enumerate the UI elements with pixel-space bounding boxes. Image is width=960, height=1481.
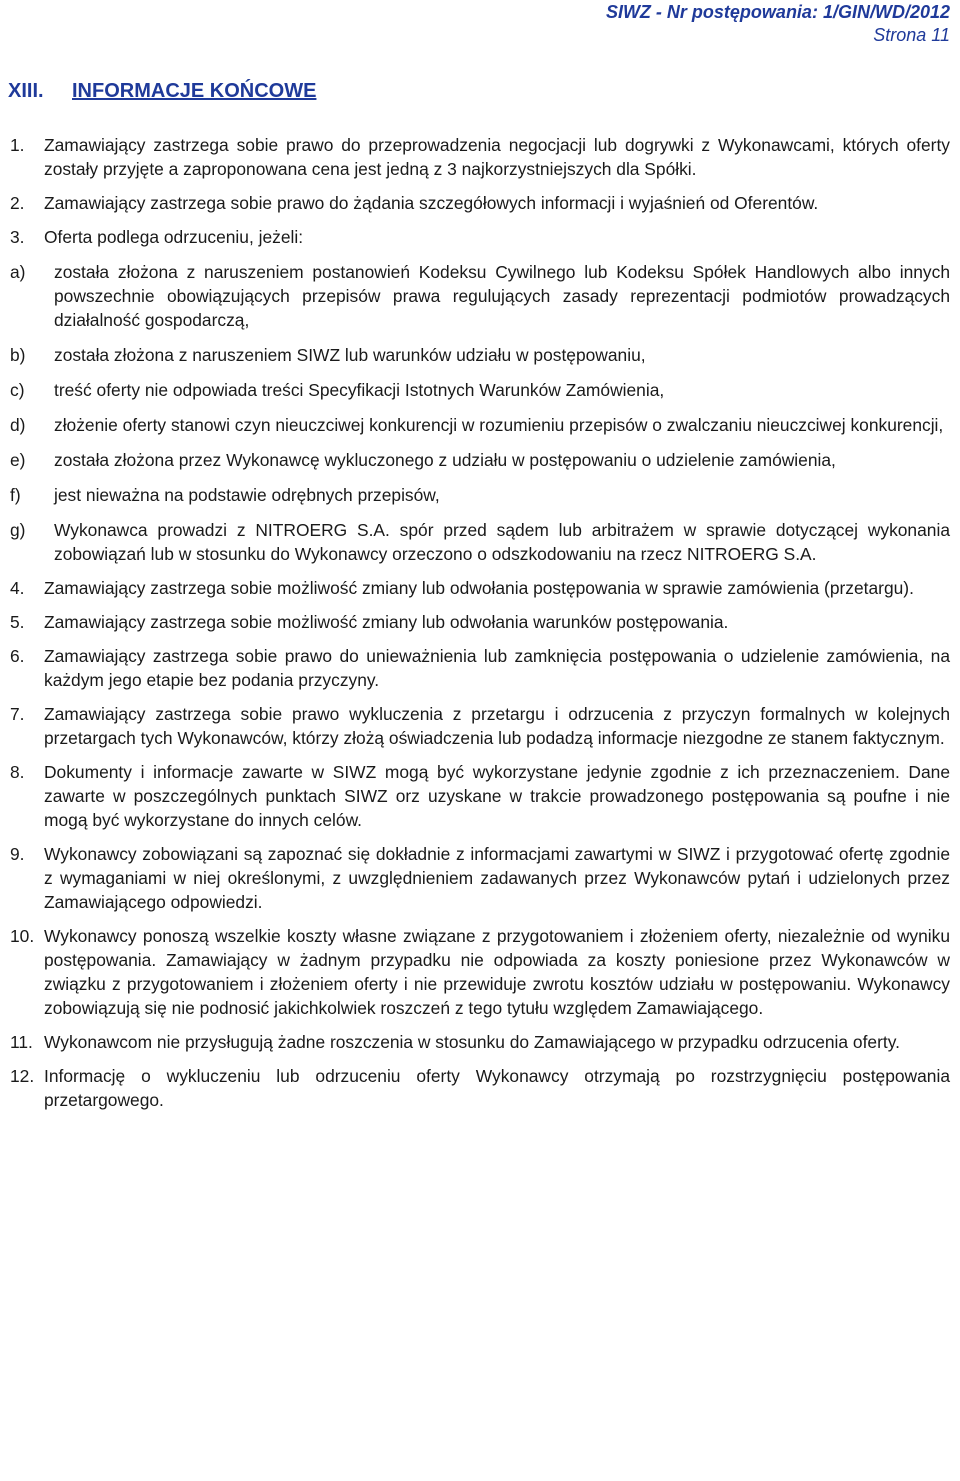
list-item <box>10 760 950 832</box>
item-text: Wykonawcy zobowiązani są zapoznać się dokładnie z informacjami zawartymi w SIWZ i przygotować ofertę zgodnie z wymaganiami w niej określonymi, z uwzględnieniem zadawanych przez Wykonawców pytań i udzielonych przez Zamawiającego odpowiedzi. <box>44 844 950 912</box>
section-heading <box>8 80 316 103</box>
item-number: 9. <box>10 844 25 864</box>
sublist-text: treść oferty nie odpowiada treści Specyfikacji Istotnych Warunków Zamówienia, <box>54 380 665 400</box>
sublist-text: Wykonawca prowadzi z NITROERG S.A. spór przed sądem lub arbitrażem w sprawie dotyczącej wykonania zobowiązań lub w stosunku do Wykonawcy orzeczono o odszkodowaniu na rzecz NITROERG S.A. <box>54 520 950 564</box>
sublist-item <box>10 518 950 566</box>
sublist-text: złożenie oferty stanowi czyn nieuczciwej konkurencji w rozumieniu przepisów o zwalczaniu nieuczciwej konkurencji, <box>54 415 944 435</box>
item-number: 10. <box>10 926 35 946</box>
item-number: 12. <box>10 1066 35 1086</box>
list-item <box>10 576 950 600</box>
item-number: 7. <box>10 704 25 724</box>
sublist-item <box>10 378 950 402</box>
item-text: Wykonawcy ponoszą wszelkie koszty własne związane z przygotowaniem i złożeniem oferty, niezależnie od wyniku postępowania. Zamawiający w żadnym przypadku nie odpowiada za koszty poniesione przez Wykonawców w związku z przygotowaniem i złożeniem oferty i nie przewiduje zwrotu kosztów udziału w postępowaniu. Wykonawcy zobowiązują się nie podnosić jakichkolwiek roszczeń z tego tytułu względem Zamawiającego. <box>44 926 950 1018</box>
sublist-letter: a) <box>10 262 26 282</box>
list-item <box>10 842 950 914</box>
sublist-letter: b) <box>10 345 26 365</box>
item-number: 11. <box>10 1032 33 1052</box>
item-number: 8. <box>10 762 25 782</box>
sublist-item <box>10 483 950 507</box>
item-text: Zamawiający zastrzega sobie prawo do żądania szczegółowych informacji i wyjaśnień od Oferentów. <box>44 193 819 213</box>
item-text: Informację o wykluczeniu lub odrzuceniu oferty Wykonawcy otrzymają po rozstrzygnięciu postępowania przetargowego. <box>44 1066 950 1110</box>
item-number: 3. <box>10 227 25 247</box>
page-number: Strona 11 <box>873 25 950 45</box>
document-reference: SIWZ - Nr postępowania: 1/GIN/WD/2012 <box>605 2 950 22</box>
sublist-text: jest nieważna na podstawie odrębnych przepisów, <box>54 485 440 505</box>
item-number: 4. <box>10 578 25 598</box>
sublist-item <box>10 448 950 472</box>
item-text: Zamawiający zastrzega sobie prawo do unieważnienia lub zamknięcia postępowania o udzielenie zamówienia, na każdym jego etapie bez podania przyczyny. <box>44 646 950 690</box>
sublist-item <box>10 413 950 437</box>
sublist-letter: g) <box>10 520 26 540</box>
list-item <box>10 133 950 181</box>
list-item <box>10 610 950 634</box>
item-text: Zamawiający zastrzega sobie prawo wykluczenia z przetargu i odrzucenia z przyczyn formalnych w kolejnych przetargach tych Wykonawców, którzy złożą oświadczenia lub podadzą informacje niezgodne ze stanem faktycznym. <box>44 704 950 748</box>
list-item <box>10 1030 950 1054</box>
item-number: 1. <box>10 135 25 155</box>
sublist-letter: d) <box>10 415 26 435</box>
list-item <box>10 644 950 692</box>
list-item <box>10 1064 950 1112</box>
list-item <box>10 191 950 215</box>
list-item <box>10 225 950 249</box>
item-text: Oferta podlega odrzuceniu, jeżeli: <box>44 227 304 247</box>
sublist-letter: c) <box>10 380 25 400</box>
item-text: Zamawiający zastrzega sobie możliwość zmiany lub odwołania postępowania w sprawie zamówienia (przetargu). <box>44 578 914 598</box>
page-header <box>606 2 950 46</box>
item-text: Wykonawcom nie przysługują żadne roszczenia w stosunku do Zamawiającego w przypadku odrzucenia oferty. <box>44 1032 900 1052</box>
item-number: 6. <box>10 646 25 666</box>
list-item <box>10 702 950 750</box>
sublist <box>10 260 950 566</box>
clauses-list <box>10 133 950 1122</box>
sublist-item <box>10 343 950 367</box>
list-item <box>10 924 950 1020</box>
sublist-letter: e) <box>10 450 26 470</box>
section-title: INFORMACJE KOŃCOWE <box>72 80 317 102</box>
sublist-text: została złożona z naruszeniem SIWZ lub warunków udziału w postępowaniu, <box>54 345 646 365</box>
item-text: Zamawiający zastrzega sobie możliwość zmiany lub odwołania warunków postępowania. <box>44 612 729 632</box>
sublist-item <box>10 260 950 332</box>
item-text: Dokumenty i informacje zawarte w SIWZ mogą być wykorzystane jedynie zgodnie z ich przeznaczeniem. Dane zawarte w poszczególnych punktach SIWZ orz uzyskane w trakcie prowadzonego postępowania są poufne i nie mogą być wykorzystane do innych celów. <box>44 762 950 830</box>
sublist-letter: f) <box>10 485 21 505</box>
sublist-text: została złożona przez Wykonawcę wykluczonego z udziału w postępowaniu o udzielenie zamówienia, <box>54 450 836 470</box>
section-number: XIII. <box>8 80 44 102</box>
item-text: Zamawiający zastrzega sobie prawo do przeprowadzenia negocjacji lub dogrywki z Wykonawcami, których oferty zostały przyjęte a zaproponowana cena jest jedną z 3 najkorzystniejszych dla Spółki. <box>44 135 950 179</box>
item-number: 2. <box>10 193 25 213</box>
sublist-text: została złożona z naruszeniem postanowień Kodeksu Cywilnego lub Kodeksu Spółek Handlowych albo innych powszechnie obowiązujących przepisów prawa regulujących zasady reprezentacji podmiotów prowadzących działalność gospodarczą, <box>54 262 950 330</box>
item-number: 5. <box>10 612 25 632</box>
